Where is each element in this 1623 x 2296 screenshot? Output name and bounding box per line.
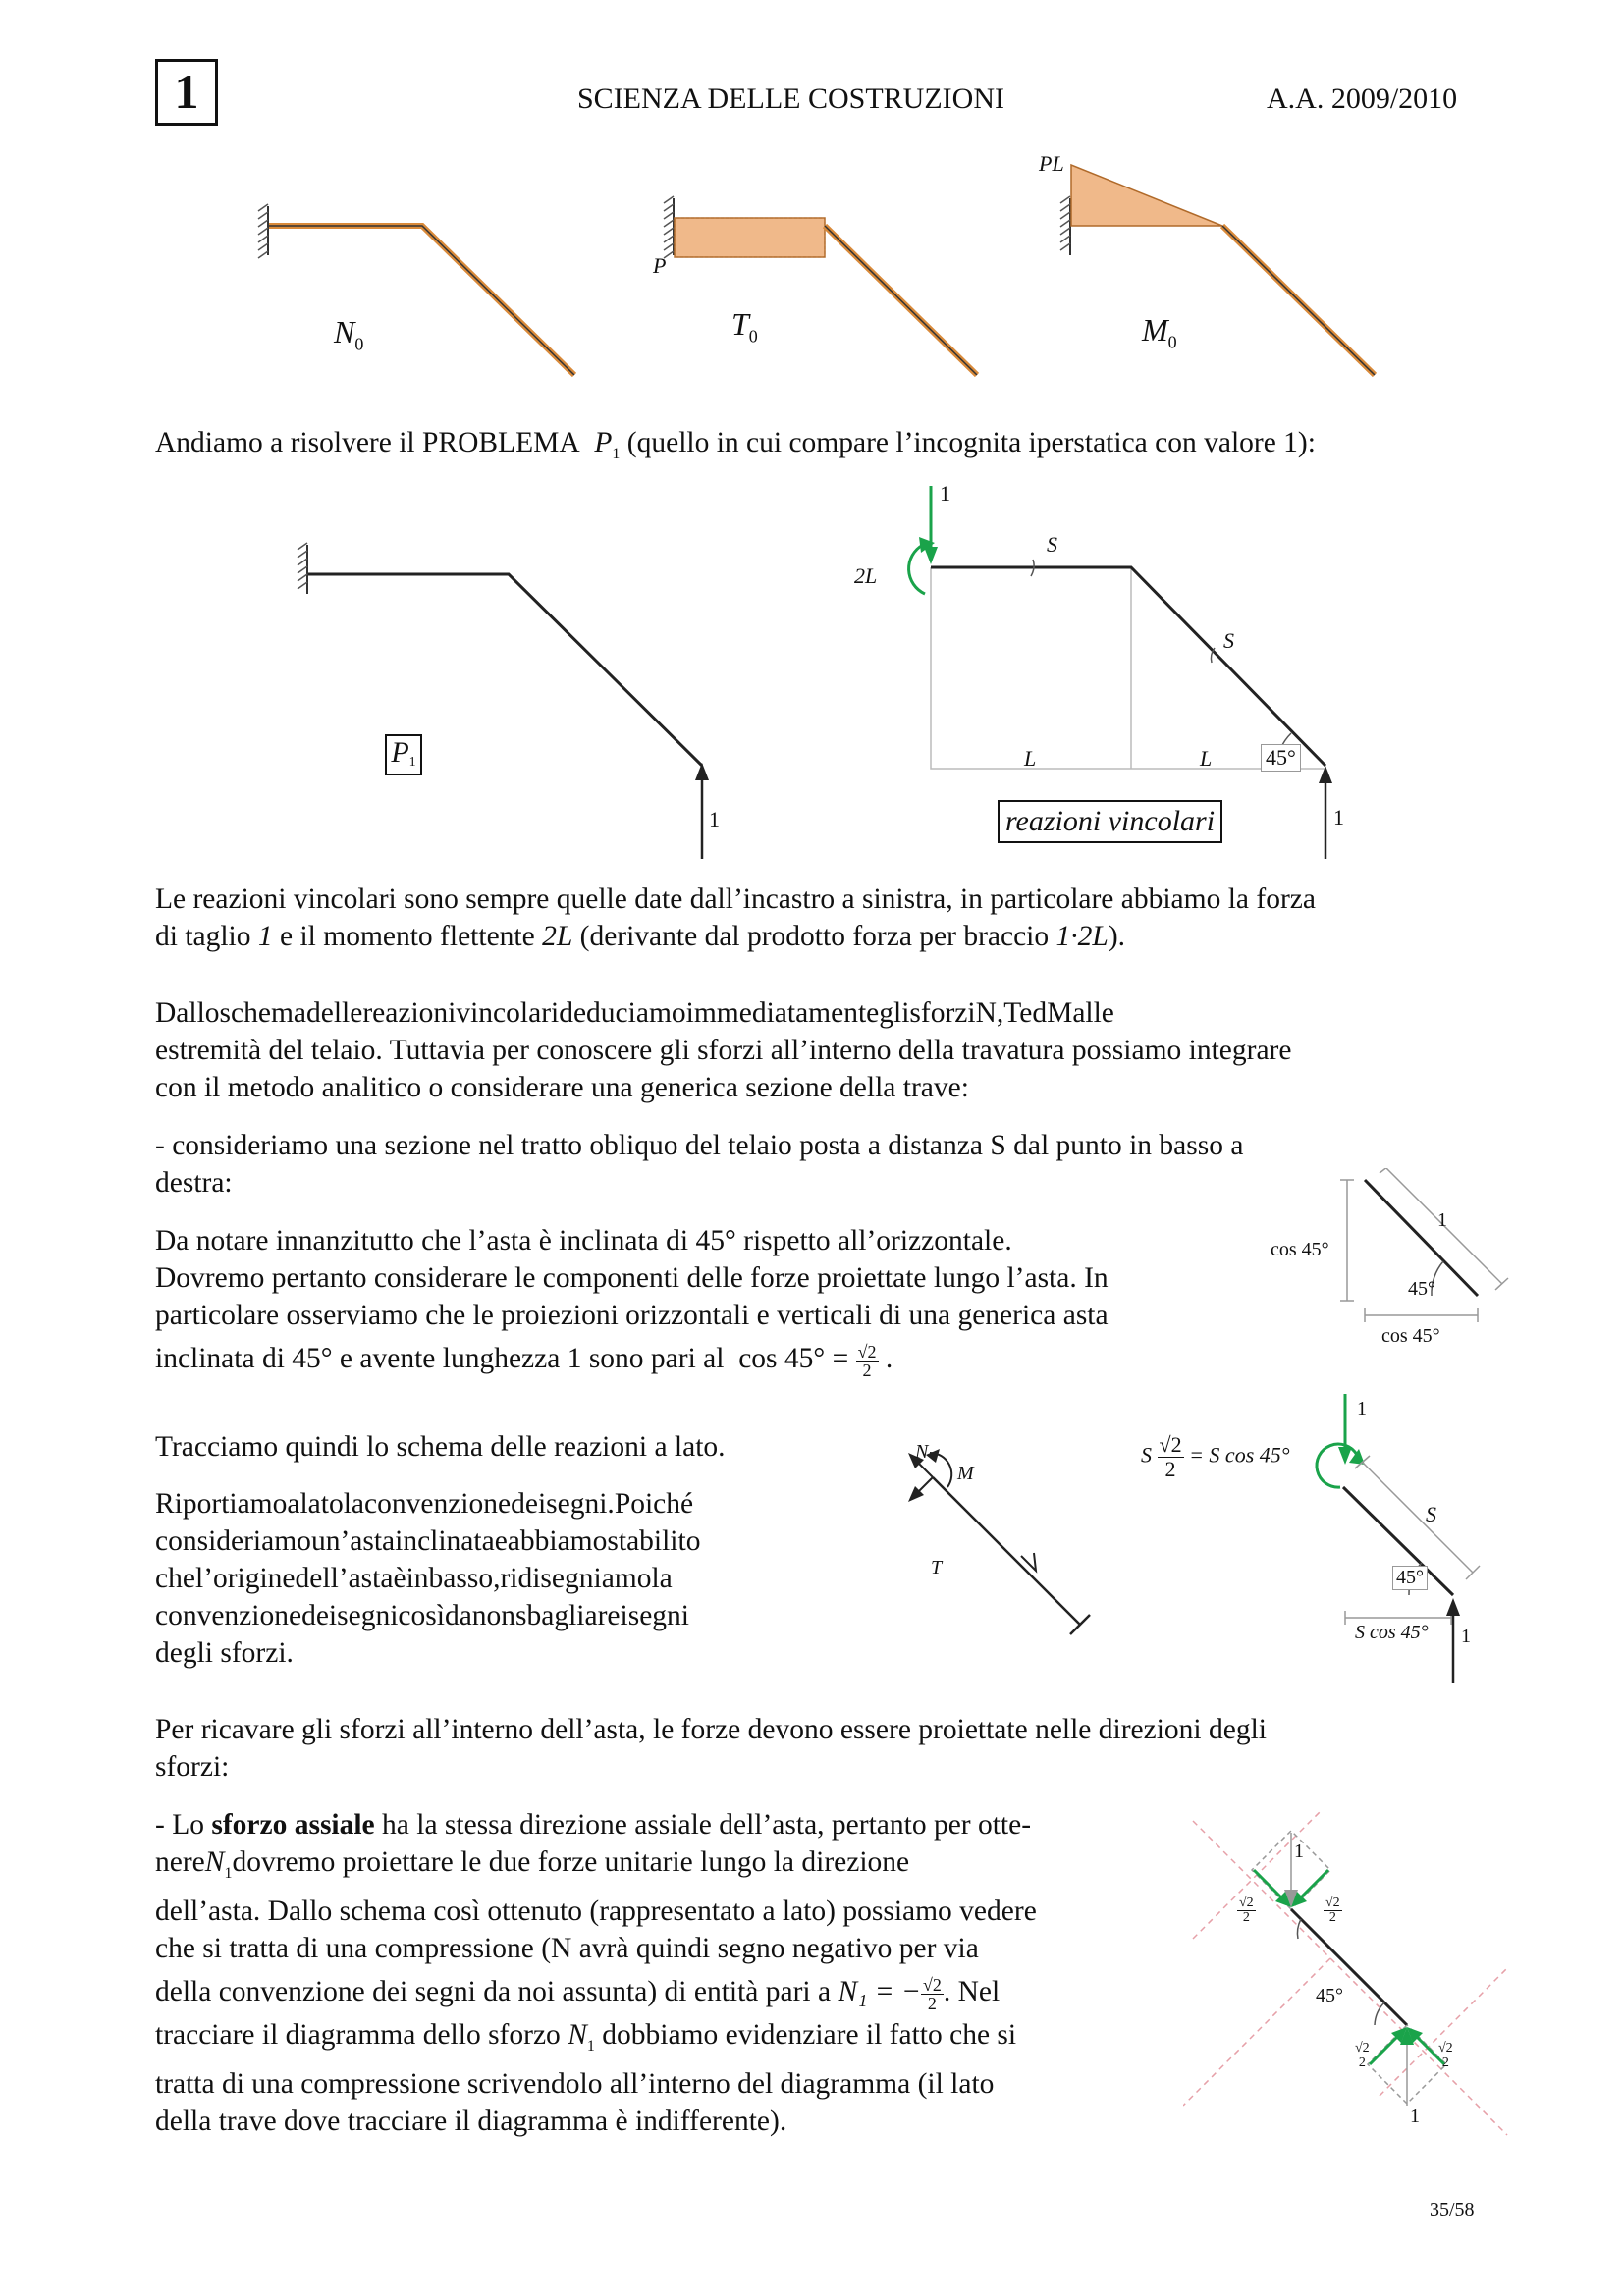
p-label: P bbox=[653, 253, 667, 278]
diagram-projection bbox=[1183, 1811, 1517, 2174]
reactions-s1-label: S bbox=[1047, 532, 1057, 557]
cos-diagram-horizontal: cos 45° bbox=[1381, 1325, 1440, 1347]
m0-frame bbox=[1060, 165, 1375, 375]
para-tracciamo: Tracciamo quindi lo schema delle reazioni a lato. bbox=[155, 1431, 726, 1463]
cos-diagram-one: 1 bbox=[1437, 1209, 1447, 1231]
header-title: SCIENZA DELLE COSTRUZIONI bbox=[577, 82, 1004, 115]
sign-m-label: M bbox=[957, 1463, 974, 1484]
diagram-sign-convention bbox=[889, 1433, 1124, 1659]
p1-frame bbox=[298, 543, 709, 859]
reactions-moment-label: 2L bbox=[854, 563, 878, 588]
section-bottom-force-label: 1 bbox=[1461, 1626, 1471, 1647]
para-sezione: - consideriamo una sezione nel tratto obliquo del telaio posta a distanza S dal punto in basso a destra: bbox=[155, 1130, 1244, 1199]
reactions-angle-label: 45° bbox=[1261, 744, 1301, 772]
cos-diagram-vertical: cos 45° bbox=[1271, 1239, 1329, 1260]
para-convenzione: Riportiamoalatolaconvenzionedeisegni.Poiché consideriamoun’astainclinataeabbiamostabilito chel’originedell’astaèinbasso,ridisegniamola convenzionedeisegnicosìdanonsbagliareisegni degli sforzi. bbox=[155, 1488, 701, 1669]
reactions-top-force-label: 1 bbox=[940, 481, 950, 506]
para-ricavare: Per ricavare gli sforzi all’interno dell’asta, le forze devono essere proiettate nelle direzioni degli sforzi: bbox=[155, 1714, 1267, 1783]
p1-force-label: 1 bbox=[709, 807, 720, 831]
section-formula: S $\frac{√2}{2}$ = S cos 45° bbox=[1141, 1432, 1290, 1481]
reactions-caption: reazioni vincolari bbox=[998, 800, 1222, 843]
reactions-l2-label: L bbox=[1200, 746, 1213, 771]
projection-frac-3: $\frac{√2}{2}$ bbox=[1355, 2041, 1370, 2070]
para-problem: Andiamo a risolvere il PROBLEMA $P_1$ (quello in cui compare l’incognita iperstatica con valore 1): bbox=[155, 427, 1316, 462]
section-scos-label: S cos 45° bbox=[1355, 1622, 1429, 1643]
n0-label: $N_0$ bbox=[334, 314, 364, 354]
n0-frame bbox=[258, 204, 574, 375]
section-angle-label: 45° bbox=[1392, 1566, 1428, 1590]
header-year: A.A. 2009/2010 bbox=[1267, 82, 1458, 115]
reactions-s2-label: S bbox=[1223, 628, 1234, 653]
section-top-force-label: 1 bbox=[1357, 1398, 1367, 1419]
footer-page: 35/58 bbox=[1430, 2199, 1475, 2220]
projection-bottom-one: 1 bbox=[1410, 2106, 1420, 2127]
diagram-section-s bbox=[1276, 1394, 1492, 1688]
para-reazioni: Le reazioni vincolari sono sempre quelle date dall’incastro a sinistra, in particolare abbiamo la forza di taglio 1 e il momento flettente 2L (derivante dal prodotto forza per braccio 1·2L). bbox=[155, 883, 1316, 952]
t0-frame bbox=[664, 196, 977, 375]
sign-n-label: N bbox=[915, 1441, 929, 1463]
projection-frac-2: $\frac{√2}{2}$ bbox=[1325, 1896, 1340, 1925]
diagram-n0-t0-m0 bbox=[255, 147, 1483, 393]
p1-box-label: $P_1$ bbox=[385, 734, 422, 775]
para-notare: Da notare innanzitutto che l’asta è inclinata di 45° rispetto all’orizzontale. Dovremo pertanto considerare le componenti delle forze proiettate lungo l’asta. In particolare osserviamo che le proiezioni orizzontali e verticali di una generica asta inclinata di 45° e avente lunghezza 1 sono pari al cos 45° = $\frac{√2}{2}$ . bbox=[155, 1225, 1109, 1380]
reactions-bottom-force-label: 1 bbox=[1333, 805, 1344, 829]
cos-diagram-angle: 45° bbox=[1408, 1278, 1435, 1300]
projection-frac-1: $\frac{√2}{2}$ bbox=[1239, 1896, 1254, 1925]
projection-top-one: 1 bbox=[1294, 1841, 1304, 1862]
m0-label: $M_0$ bbox=[1142, 312, 1177, 352]
para-assiale: - Lo sforzo assiale ha la stessa direzione assiale dell’asta, pertanto per otte- nereN$_1$dovremo proiettare le due forze unitarie lungo la direzione dell’asta. Dallo schema così ottenuto (rappresentato a lato) possiamo vedere che si tratta di una compressione (N avrà quindi segno negativo per via della convenzione dei segni da noi assunta) di entità pari a N₁ = − $\frac{√2}{2}$ . Nel tracciare il diagramma dello sforzo $N_1$ dobbiamo evidenziare il fatto che si tratta di una compressione scrivendolo all’interno del diagramma (il lato della trave dove tracciare il diagramma è indifferente). bbox=[155, 1809, 1037, 2137]
reactions-l1-label: L bbox=[1024, 746, 1037, 771]
para-schema: DalloschemadellereazionivincolarideduciamoimmediatamenteglisforziN,TedMalle estremità del telaio. Tuttavia per conoscere gli sforzi all’interno della travatura possiamo integrare con il metodo analitico o considerare una generica sezione della trave: bbox=[155, 997, 1292, 1103]
sign-t-label: T bbox=[931, 1557, 943, 1578]
projection-frac-4: $\frac{√2}{2}$ bbox=[1438, 2041, 1453, 2070]
section-s-label: S bbox=[1426, 1502, 1436, 1526]
projection-angle: 45° bbox=[1316, 1985, 1343, 2006]
page-number-box: 1 bbox=[155, 59, 218, 126]
pl-label: PL bbox=[1039, 151, 1064, 176]
t0-label: $T_0$ bbox=[731, 306, 758, 347]
